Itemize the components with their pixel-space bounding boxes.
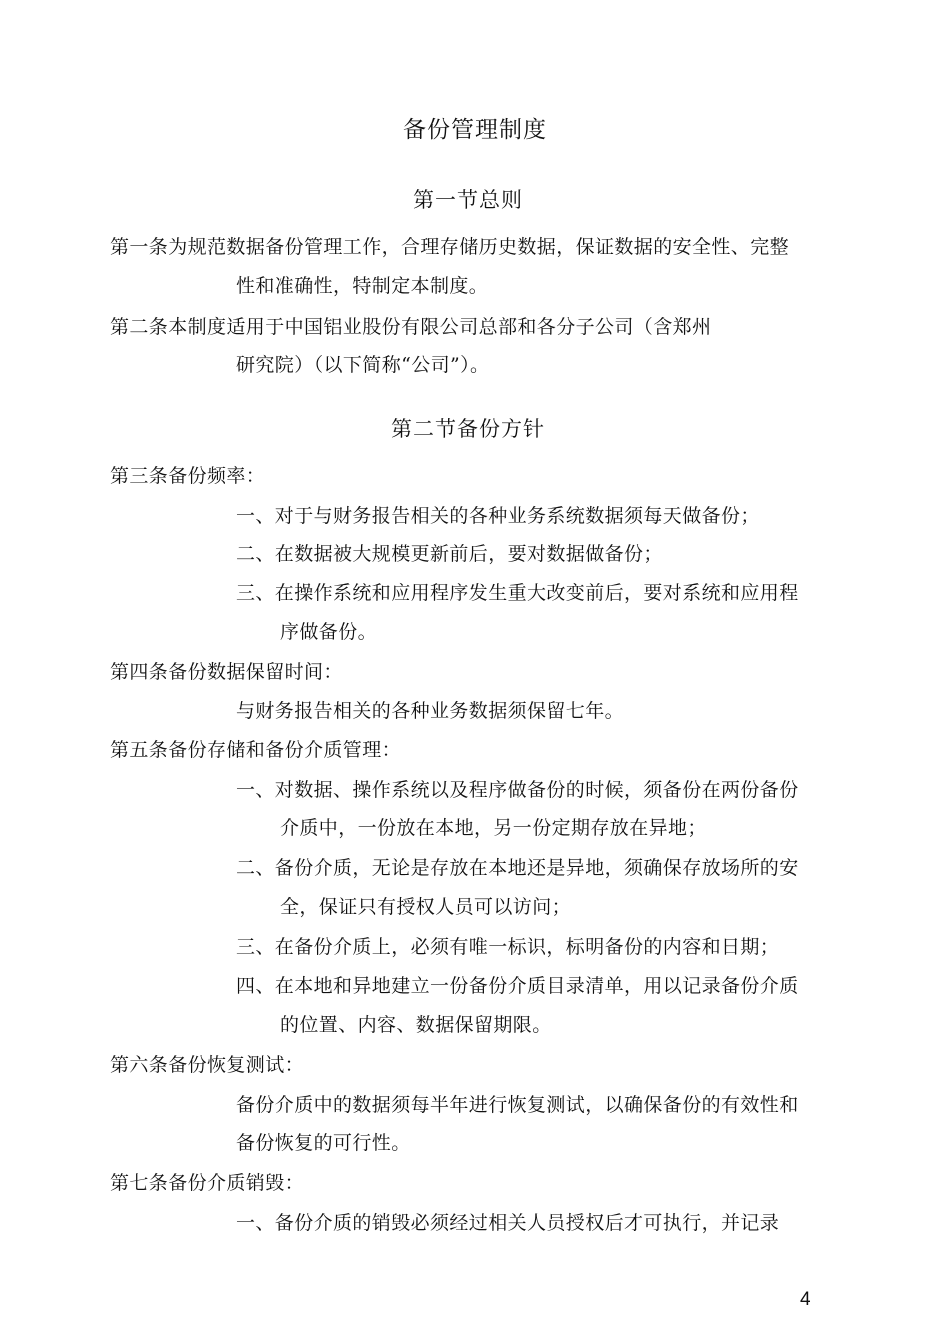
article-5-item-4-line-1: 四、在本地和异地建立一份备份介质目录清单，用以记录备份介质 (236, 975, 799, 997)
page-number: 4 (800, 1289, 811, 1310)
article-7-title: 第七条备份介质销毁： (110, 1172, 305, 1194)
article-5-title: 第五条备份存储和备份介质管理： (110, 739, 402, 761)
article-5-item-2-line-1: 二、备份介质，无论是存放在本地还是异地，须确保存放场所的安 (236, 857, 799, 879)
article-5-item-1-line-1: 一、对数据、操作系统以及程序做备份的时候，须备份在两份备份 (236, 779, 799, 801)
article-2-line-2: 研究院）（以下简称“公司”）。 (236, 354, 490, 376)
article-5-item-4-line-2: 的位置、内容、数据保留期限。 (280, 1014, 552, 1036)
article-4-body: 与财务报告相关的各种业务数据须保留七年。 (236, 700, 625, 722)
article-3-title: 第三条备份频率： (110, 465, 266, 487)
article-6-title: 第六条备份恢复测试： (110, 1054, 305, 1076)
article-3-item-2: 二、在数据被大规模更新前后，要对数据做备份； (236, 543, 663, 565)
article-2-line-1: 第二条本制度适用于中国铝业股份有限公司总部和各分子公司（含郑州 (110, 316, 712, 338)
article-7-item-1-line-1: 一、备份介质的销毁必须经过相关人员授权后才可执行，并记录 (236, 1212, 780, 1234)
article-5-item-2-line-2: 全，保证只有授权人员可以访问； (280, 896, 572, 918)
article-3-item-3-line-1: 三、在操作系统和应用程序发生重大改变前后，要对系统和应用程 (236, 582, 799, 604)
article-5-item-1-line-2: 介质中，一份放在本地，另一份定期存放在异地； (280, 817, 707, 839)
article-1-line-1: 第一条为规范数据备份管理工作，合理存储历史数据，保证数据的安全性、完整 (110, 236, 790, 258)
article-1-line-2: 性和准确性，特制定本制度。 (236, 275, 489, 297)
article-4-title: 第四条备份数据保留时间： (110, 661, 343, 683)
article-3-item-1: 一、对于与财务报告相关的各种业务系统数据须每天做备份； (236, 505, 760, 527)
article-5-item-3: 三、在备份介质上，必须有唯一标识，标明备份的内容和日期； (236, 936, 780, 958)
document-title: 备份管理制度 (403, 117, 547, 143)
section-heading-backup-policy: 第二节备份方针 (391, 417, 545, 441)
section-heading-general: 第一节总则 (413, 188, 523, 212)
article-6-body-line-2: 备份恢复的可行性。 (236, 1132, 411, 1154)
article-3-item-3-line-2: 序做备份。 (280, 621, 378, 643)
article-6-body-line-1: 备份介质中的数据须每半年进行恢复测试，以确保备份的有效性和 (236, 1094, 799, 1116)
